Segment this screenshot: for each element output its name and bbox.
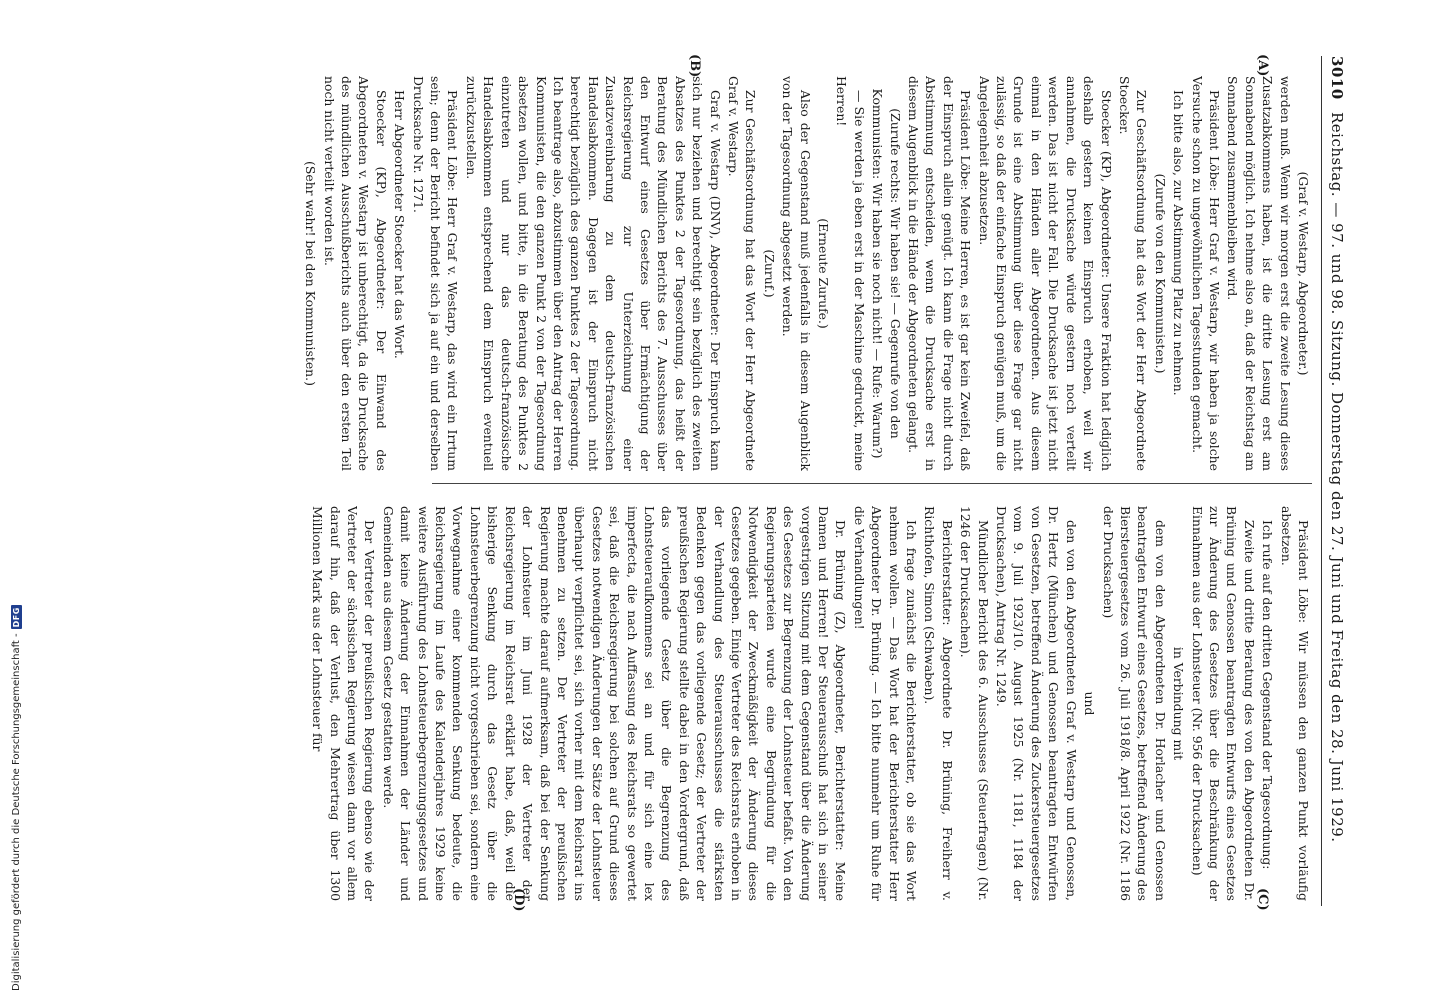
right-column	[142, 506, 1312, 901]
left-paragraph: Also der Gegenstand muß jedenfalls in diesem Augenblick von der Tagesordnung abgesetzt werden.	[780, 76, 813, 471]
right-paragraph: Der Vertreter der preußischen Regierung ebenso wie der Vertreter der sächsischen Regierung wiesen dann vor allem darauf hin, daß der Verlust, den Mehrertrag über 1300 Millionen Mark aus der Lohnsteuer für	[310, 506, 378, 901]
right-paragraph: in Verbindung mit	[1171, 646, 1187, 761]
left-paragraph: Zur Geschäftsordnung hat das Wort der Herr Abgeordnete Stoecker.	[1116, 76, 1150, 471]
running-title: Reichstag. — 97. und 98. Sitzung. Donnerstag den 27. Juni und Freitag den 28. Juni 1929.	[1328, 112, 1346, 843]
left-paragraph: Ich bitte also, zur Abstimmung Platz zu nehmen.	[1171, 90, 1187, 396]
left-paragraph: (Zurufe von den Kommunisten.)	[1152, 173, 1168, 374]
right-paragraph: Ich frage zunächst die Berichterstatter, ob sie das Wort nehmen wollen. — Das Wort hat der Berichterstatter Herr Abgeordneter Dr. Brüning. — Ich bitte nunmehr um Ruhe für die Verhandlungen!	[851, 506, 920, 901]
digitization-credit	[0, 0, 22, 1000]
credit-text: Digitalisierung gefördert durch die Deutsche Forschungsgemeinschaft -	[11, 633, 22, 991]
left-paragraph: Graf v. Westarp (DNV), Abgeordneter: Der Einspruch kann sich nur beziehen und berechtigt sein bezüglich des zweiten Absatzes des Punktes 2 der Tagesordnung, das heißt der Beratung des Mündlichen Berichts des 7. Ausschusses über den Entwurf eines Gesetzes über Ermächtigung der Reichsregierung zur Unterzeichnung einer Zusatzvereinbarung zu dem deutsch-französischen Handelsabkommen. Dagegen ist der Einspruch nicht berechtigt bezüglich des ganzen Punktes 2 der Tagesordnung. Ich beantrage also, abzustimmen über den Antrag der Herren Kommunisten, die den ganzen Punkt 2 von der Tagesordnung absetzen wollen, und bitte, in die Beratung des Punktes 2 einzutreten und nur das deutsch-französische Handelsabkommen entsprechend dem Einspruch eventuell zurückzustellen.	[463, 76, 723, 471]
margin-mark-a: (A)	[1255, 54, 1270, 77]
left-column	[142, 76, 1312, 471]
right-paragraph: Zweite und dritte Beratung des von den Abgeordneten Dr. Brüning und Genossen beantragten Entwurfs eines Gesetzes zur Änderung des Gesetzes über die Beschränkung der Einnahmen aus der Lohnsteuer (Nr. 956 der Drucksachen)	[1189, 506, 1257, 901]
right-paragraph: und	[1082, 691, 1098, 716]
right-paragraph: Dr. Brüning (Z), Abgeordneter, Berichterstatter: Meine Damen und Herren! Der Steuerausschuß hat sich in seiner vorgestrigen Sitzung mit dem Gegenstand über die Änderung des Gesetzes zur Begrenzung der Lohnsteuer befaßt. Von den Regierungsparteien wurde eine Begründung für die Notwendigkeit der Zweckmäßigkeit der Änderung dieses Gesetzes gegeben. Einige Vertreter des Reichsrats erhoben in der Verhandlung des Steuerausschusses die stärksten Bedenken gegen das vorliegende Gesetz; der Vertreter der preußischen Regierung stellte dabei in den Vordergrund, daß das vorliegende Gesetz über die Begrenzung des Lohnsteueraufkommens sei an und für sich eine lex imperfecta, die nach Auffassung des Reichsrats so gewertet sei, daß die Reichsregierung bei solchen auf Grund dieses Gesetzes notwendigen Änderungen der Sätze der Lohnsteuer überhaupt verpflichtet sei, sich vorher mit dem Reichsrat ins Benehmen zu setzen. Der Vertreter der preußischen Regierung machte darauf aufmerksam, daß bei der Senkung der Lohnsteuer im Juni 1928 der Vertreter der Reichsregierung im Reichsrat erklärt habe, daß, weil die bisherige Senkung durch das Gesetz über die Lohnsteuerbegrenzung nicht vorgeschrieben sei, sondern eine Vorwegnahme einer kommenden Senkung bedeute, die Reichsregierung im Laufe des Kalenderjahres 1929 keine weitere Ausführung des Lohnsteuerbegrenzungsgesetzes und damit keine Änderung der Einnahmen der Länder und Gemeinden aus diesem Gesetz gestatten werde.	[380, 506, 849, 901]
right-paragraph: Mündlicher Bericht des 6. Ausschusses (Steuerfragen) (Nr. 1246 der Drucksachen).	[958, 506, 991, 901]
right-paragraph: Ich rufe auf den dritten Gegenstand der Tagesordnung:	[1260, 520, 1276, 870]
margin-mark-d: (D)	[511, 888, 526, 912]
column-divider	[432, 483, 1312, 484]
right-paragraph: Berichterstatter: Abgeordnete Dr. Brüning, Freiherr v. Richthofen, Simon (Schwaben).	[922, 506, 955, 901]
left-paragraph: Präsident Löbe: Meine Herren, es ist gar kein Zweifel, daß der Einspruch allein genügt. Ich kann die Frage nicht durch Abstimmung entscheiden, wenn die Drucksache erst in diesem Augenblick in die Hände der Abgeordneten gelangt.	[906, 76, 974, 471]
right-paragraph: Präsident Löbe: Wir müssen den ganzen Punkt vorläufig absetzen.	[1278, 506, 1311, 901]
left-paragraph: Stoecker (KP), Abgeordneter: Unsere Fraktion hat lediglich deshalb gestern keinen Einspruch erhoben, weil wir annahmen, die Drucksache würde gestern noch verteilt werden. Das ist nicht der Fall. Die Drucksache ist jetzt nicht einmal in den Händen aller Abgeordneten. Aus diesem Grunde ist eine Abstimmung über diese Frage gar nicht zulässig, so daß der einfache Einspruch genügen muß, um die Angelegenheit abzusetzen.	[976, 76, 1114, 471]
margin-mark-b: (B)	[687, 54, 702, 78]
rotated-page-content	[96, 36, 1366, 926]
right-paragraph: den von den Abgeordneten Graf v. Westarp und Genossen, Dr. Hertz (München) und Genossen beantragten Entwürfen von Gesetzen, betreffend Änderung des Zuckersteuergesetzes vom 9. Juli 1923/10. August 1925 (Nr. 1181, 1184 der Drucksachen), Antrag Nr. 1249.	[994, 506, 1079, 901]
page-header	[1321, 56, 1348, 906]
document-page	[96, 36, 1366, 926]
left-paragraph: Herr Abgeordneter Stoecker hat das Wort.	[392, 90, 408, 359]
margin-mark-c: (C)	[1255, 888, 1270, 911]
left-paragraph: (Erneute Zurufe.)	[816, 218, 832, 329]
left-paragraph: Präsident Löbe: Herr Graf v. Westarp, das wird ein Irrtum sein; denn der Bericht befindet sich ja auf ein und derselben Drucksache Nr. 1271.	[410, 76, 461, 471]
left-paragraph: (Zuruf.)	[761, 249, 777, 298]
dfg-logo: DFG	[12, 607, 21, 628]
left-paragraph: werden muß. Wenn wir morgen erst die zweite Lesung dieses Zusatzabkommens haben, ist die dritte Lesung erst am Sonnabend möglich. Ich nehme also an, daß der Reichstag am Sonnabend zusammenbleiben wird.	[1225, 76, 1293, 471]
right-paragraph: dem von den Abgeordneten Dr. Horlacher und Genossen beantragten Entwurf eines Gesetzes, betreffend Änderung des Biersteuergesetzes vom 26. Juli 1918/8. April 1922 (Nr. 1186 der Drucksachen)	[1100, 506, 1168, 901]
left-paragraph: Präsident Löbe: Herr Graf v. Westarp, wir haben ja solche Versuche schon zu ungewöhnlichen Tagesstunden gemacht.	[1189, 76, 1222, 471]
left-paragraph: Zur Geschäftsordnung hat das Wort der Herr Abgeordnete Graf v. Westarp.	[726, 76, 759, 471]
page-number: 3010	[1328, 56, 1346, 100]
left-paragraph: (Zurufe rechts: Wir haben sie! — Gegenrufe von den Kommunisten: Wir haben sie noch nicht! — Rufe: Warum?)	[870, 88, 903, 459]
left-paragraph: (Sehr wahr! bei den Kommunisten.)	[303, 161, 319, 386]
left-paragraph: (Graf v. Westarp, Abgeordneter.)	[1296, 171, 1311, 376]
left-paragraph: — Sie werden ja eben erst in der Maschine gedruckt, meine Herren!	[834, 76, 867, 471]
left-paragraph: Stoecker (KP), Abgeordneter: Der Einwand des Abgeordneten v. Westarp ist unberechtigt, da die Drucksache des mündlichen Ausschußberichts auch über den ersten Teil noch nicht verteilt worden ist.	[321, 76, 389, 471]
